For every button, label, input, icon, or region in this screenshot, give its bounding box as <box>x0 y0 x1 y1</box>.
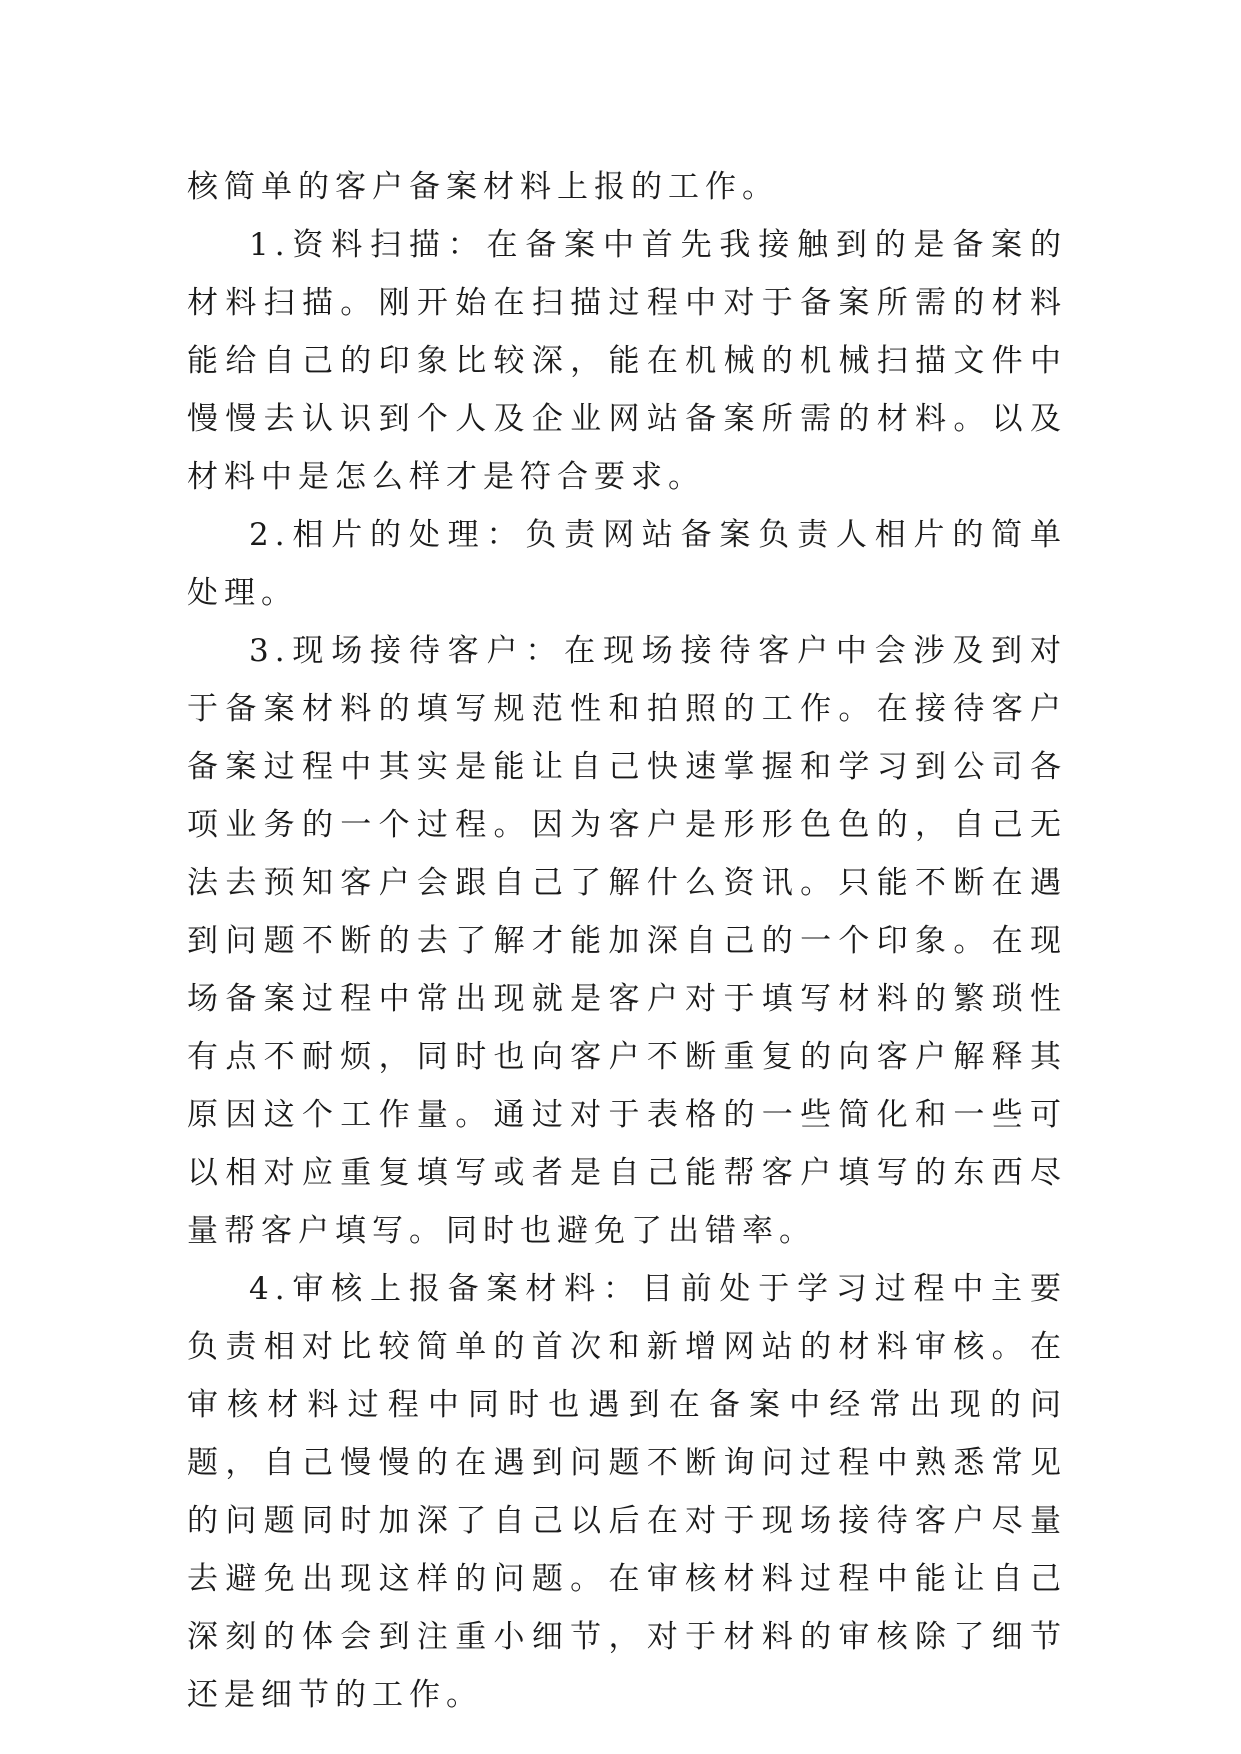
paragraph-reception: 3.现场接待客户：在现场接待客户中会涉及到对于备案材料的填写规范性和拍照的工作。在接待客户备案过程中其实是能让自己快速掌握和学习到公司各项业务的一个过程。因为客户是形形色色的，自己无法去预知客户会跟自己了解什么资讯。只能不断在遇到问题不断的去了解才能加深自己的一个印象。在现场备案过程中常出现就是客户对于填写材料的繁琐性有点不耐烦，同时也向客户不断重复的向客户解释其原因这个工作量。通过对于表格的一些简化和一些可以相对应重复填写或者是自己能帮客户填写的东西尽量帮客户填写。同时也避免了出错率。 <box>187 633 1067 1249</box>
paragraph-photo-processing: 2.相片的处理：负责网站备案负责人相片的简单处理。 <box>187 517 1067 611</box>
paragraph-review: 4.审核上报备案材料：目前处于学习过程中主要负责相对比较简单的首次和新增网站的材料审核。在审核材料过程中同时也遇到在备案中经常出现的问题，自己慢慢的在遇到问题不断询问过程中熟悉常见的问题同时加深了自己以后在对于现场接待客户尽量去避免出现这样的问题。在审核材料过程中能让自己深刻的体会到注重小细节，对于材料的审核除了细节还是细节的工作。 <box>187 1271 1067 1713</box>
paragraph-scanning: 1.资料扫描：在备案中首先我接触到的是备案的材料扫描。刚开始在扫描过程中对于备案所需的材料能给自己的印象比较深，能在机械的机械扫描文件中慢慢去认识到个人及企业网站备案所需的材料。以及材料中是怎么样才是符合要求。 <box>187 227 1067 495</box>
paragraph-continuation: 核简单的客户备案材料上报的工作。 <box>187 169 779 205</box>
document-body <box>187 158 1067 1724</box>
